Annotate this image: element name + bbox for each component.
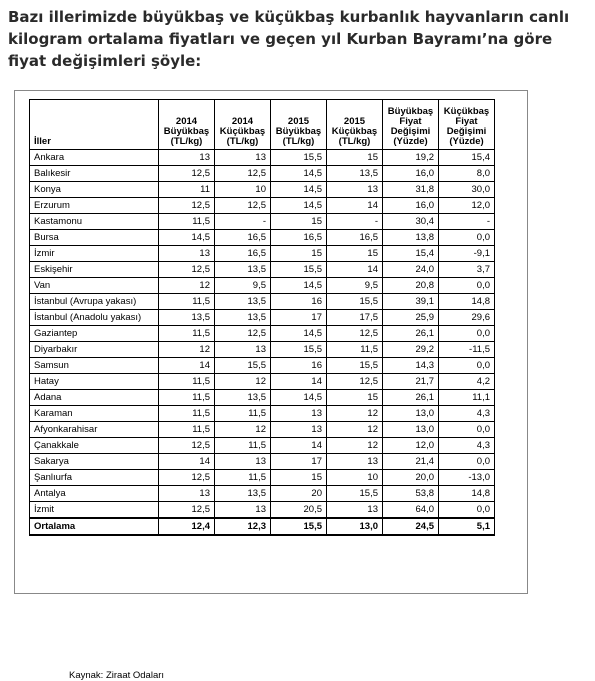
value-cell: 12,5: [159, 262, 215, 278]
value-cell: 26,1: [383, 326, 439, 342]
value-cell: 11,5: [159, 214, 215, 230]
value-cell: 12,5: [159, 470, 215, 486]
value-cell: 30,0: [439, 182, 495, 198]
value-cell: 13: [159, 150, 215, 166]
province-name: İzmir: [30, 246, 159, 262]
province-name: Ankara: [30, 150, 159, 166]
table-row: [30, 390, 495, 406]
value-cell: 13: [215, 454, 271, 470]
table-row: [30, 294, 495, 310]
value-cell: 12,0: [439, 198, 495, 214]
value-cell: -11,5: [439, 342, 495, 358]
value-cell: 29,6: [439, 310, 495, 326]
value-cell: 15: [327, 246, 383, 262]
value-cell: 14: [327, 262, 383, 278]
value-cell: 8,0: [439, 166, 495, 182]
value-cell: 24,0: [383, 262, 439, 278]
table-row: [30, 230, 495, 246]
value-cell: 64,0: [383, 502, 439, 519]
value-cell: 13,0: [383, 422, 439, 438]
value-cell: 17,5: [327, 310, 383, 326]
value-cell: 12,5: [327, 374, 383, 390]
table-row: [30, 406, 495, 422]
value-cell: 10: [215, 182, 271, 198]
province-name: İstanbul (Anadolu yakası): [30, 310, 159, 326]
value-cell: 0,0: [439, 326, 495, 342]
value-cell: 15: [271, 470, 327, 486]
value-cell: 19,2: [383, 150, 439, 166]
province-name: Afyonkarahisar: [30, 422, 159, 438]
average-cell: 12,4: [159, 518, 215, 535]
value-cell: 13: [271, 422, 327, 438]
header-2015-kucukbas: 2015 Küçükbaş (TL/kg): [327, 100, 383, 150]
table-row: [30, 454, 495, 470]
value-cell: 4,3: [439, 438, 495, 454]
header-2015-buyukbas: 2015 Büyükbaş (TL/kg): [271, 100, 327, 150]
value-cell: -: [439, 214, 495, 230]
average-cell: 15,5: [271, 518, 327, 535]
table-row: [30, 166, 495, 182]
value-cell: 20: [271, 486, 327, 502]
value-cell: 12: [159, 342, 215, 358]
value-cell: 31,8: [383, 182, 439, 198]
value-cell: 12,5: [159, 198, 215, 214]
value-cell: -9,1: [439, 246, 495, 262]
value-cell: 13: [159, 246, 215, 262]
value-cell: 0,0: [439, 454, 495, 470]
table-row: [30, 342, 495, 358]
value-cell: 15,4: [383, 246, 439, 262]
value-cell: 16,5: [271, 230, 327, 246]
value-cell: 10: [327, 470, 383, 486]
value-cell: -: [215, 214, 271, 230]
value-cell: 12: [327, 422, 383, 438]
province-name: Van: [30, 278, 159, 294]
value-cell: 13: [215, 342, 271, 358]
value-cell: 11,5: [327, 342, 383, 358]
value-cell: 13,0: [383, 406, 439, 422]
province-name: Karaman: [30, 406, 159, 422]
value-cell: 11,5: [159, 326, 215, 342]
table-row: [30, 438, 495, 454]
province-name: Balıkesir: [30, 166, 159, 182]
value-cell: -13,0: [439, 470, 495, 486]
value-cell: 14,5: [271, 198, 327, 214]
value-cell: 11,5: [159, 406, 215, 422]
table-row: [30, 326, 495, 342]
value-cell: 14,5: [271, 326, 327, 342]
average-label: Ortalama: [30, 518, 159, 535]
value-cell: 14,5: [271, 182, 327, 198]
province-name: Bursa: [30, 230, 159, 246]
value-cell: 14: [271, 374, 327, 390]
value-cell: 14,5: [271, 390, 327, 406]
value-cell: 13: [215, 150, 271, 166]
province-name: İzmit: [30, 502, 159, 519]
province-name: İstanbul (Avrupa yakası): [30, 294, 159, 310]
province-name: Gaziantep: [30, 326, 159, 342]
value-cell: 12,5: [159, 166, 215, 182]
table-row: [30, 262, 495, 278]
value-cell: 12,5: [215, 326, 271, 342]
value-cell: 15,5: [271, 262, 327, 278]
value-cell: 12,5: [159, 502, 215, 519]
value-cell: 16,0: [383, 198, 439, 214]
value-cell: 0,0: [439, 278, 495, 294]
province-name: Antalya: [30, 486, 159, 502]
value-cell: 0,0: [439, 502, 495, 519]
value-cell: 39,1: [383, 294, 439, 310]
province-name: Diyarbakır: [30, 342, 159, 358]
value-cell: 12: [159, 278, 215, 294]
header-2014-kucukbas: 2014 Küçükbaş (TL/kg): [215, 100, 271, 150]
value-cell: 29,2: [383, 342, 439, 358]
value-cell: 26,1: [383, 390, 439, 406]
value-cell: 12,5: [215, 198, 271, 214]
table-row: [30, 470, 495, 486]
value-cell: 13: [327, 182, 383, 198]
value-cell: 13,5: [215, 294, 271, 310]
value-cell: 11: [159, 182, 215, 198]
average-cell: 24,5: [383, 518, 439, 535]
province-name: Şanlıurfa: [30, 470, 159, 486]
value-cell: 11,5: [215, 406, 271, 422]
value-cell: 14,5: [271, 278, 327, 294]
value-cell: 13: [327, 454, 383, 470]
value-cell: 14,8: [439, 294, 495, 310]
value-cell: -: [327, 214, 383, 230]
table-image-frame: [14, 90, 528, 681]
value-cell: 9,5: [215, 278, 271, 294]
province-name: Kastamonu: [30, 214, 159, 230]
value-cell: 11,5: [215, 470, 271, 486]
value-cell: 21,4: [383, 454, 439, 470]
province-name: Adana: [30, 390, 159, 406]
table-row: [30, 502, 495, 519]
value-cell: 12: [327, 406, 383, 422]
value-cell: 12: [215, 374, 271, 390]
value-cell: 15,5: [271, 150, 327, 166]
value-cell: 16,5: [215, 246, 271, 262]
article-heading: Bazı illerimizde büyükbaş ve küçükbaş kurbanlık hayvanların canlı kilogram ortalama fiyatları ve geçen yıl Kurban Bayramı’na göre fiyat değişimleri şöyle:: [8, 8, 570, 70]
header-kucukbas-change: Küçükbaş Fiyat Değişimi (Yüzde): [439, 100, 495, 150]
value-cell: 13,8: [383, 230, 439, 246]
value-cell: 11,5: [215, 438, 271, 454]
value-cell: 12: [215, 422, 271, 438]
table-row-average: [30, 518, 495, 535]
value-cell: 11,5: [159, 374, 215, 390]
value-cell: 14,3: [383, 358, 439, 374]
value-cell: 14,5: [271, 166, 327, 182]
table-row: [30, 310, 495, 326]
province-name: Hatay: [30, 374, 159, 390]
province-name: Çanakkale: [30, 438, 159, 454]
value-cell: 13,5: [215, 310, 271, 326]
value-cell: 13,5: [159, 310, 215, 326]
table-row: [30, 246, 495, 262]
value-cell: 11,5: [159, 294, 215, 310]
table-row: [30, 198, 495, 214]
value-cell: 14: [327, 198, 383, 214]
value-cell: 11,5: [159, 422, 215, 438]
value-cell: 3,7: [439, 262, 495, 278]
province-name: Konya: [30, 182, 159, 198]
value-cell: 15,5: [327, 358, 383, 374]
value-cell: 14,5: [159, 230, 215, 246]
table-row: [30, 150, 495, 166]
value-cell: 17: [271, 310, 327, 326]
value-cell: 20,0: [383, 470, 439, 486]
value-cell: 0,0: [439, 358, 495, 374]
value-cell: 15: [327, 390, 383, 406]
value-cell: 13,5: [215, 262, 271, 278]
price-table: [29, 99, 495, 536]
value-cell: 12,5: [215, 166, 271, 182]
table-header-row: [30, 100, 495, 150]
average-cell: 12,3: [215, 518, 271, 535]
value-cell: 11,1: [439, 390, 495, 406]
value-cell: 15: [327, 150, 383, 166]
table-row: [30, 214, 495, 230]
value-cell: 25,9: [383, 310, 439, 326]
province-name: Samsun: [30, 358, 159, 374]
value-cell: 4,3: [439, 406, 495, 422]
value-cell: 13: [327, 502, 383, 519]
province-name: Erzurum: [30, 198, 159, 214]
table-row: [30, 358, 495, 374]
value-cell: 16: [271, 294, 327, 310]
value-cell: 16,5: [215, 230, 271, 246]
average-cell: 13,0: [327, 518, 383, 535]
value-cell: 13: [215, 502, 271, 519]
value-cell: 15: [271, 214, 327, 230]
value-cell: 13,5: [327, 166, 383, 182]
value-cell: 9,5: [327, 278, 383, 294]
province-name: Eskişehir: [30, 262, 159, 278]
value-cell: 0,0: [439, 230, 495, 246]
value-cell: 16,5: [327, 230, 383, 246]
value-cell: 0,0: [439, 422, 495, 438]
table-row: [30, 374, 495, 390]
value-cell: 15,5: [215, 358, 271, 374]
value-cell: 30,4: [383, 214, 439, 230]
source-note: Kaynak: Ziraat Odaları: [69, 670, 165, 681]
value-cell: 4,2: [439, 374, 495, 390]
value-cell: 53,8: [383, 486, 439, 502]
value-cell: 16,0: [383, 166, 439, 182]
value-cell: 12,0: [383, 438, 439, 454]
value-cell: 13,5: [215, 486, 271, 502]
value-cell: 16: [271, 358, 327, 374]
value-cell: 15: [271, 246, 327, 262]
value-cell: 15,5: [327, 294, 383, 310]
table-row: [30, 278, 495, 294]
value-cell: 14,8: [439, 486, 495, 502]
value-cell: 13: [159, 486, 215, 502]
value-cell: 12: [327, 438, 383, 454]
header-buyukbas-change: Büyükbaş Fiyat Değişimi (Yüzde): [383, 100, 439, 150]
value-cell: 17: [271, 454, 327, 470]
table-row: [30, 182, 495, 198]
value-cell: 15,5: [271, 342, 327, 358]
value-cell: 13,5: [215, 390, 271, 406]
value-cell: 15,4: [439, 150, 495, 166]
table-row: [30, 486, 495, 502]
value-cell: 21,7: [383, 374, 439, 390]
province-name: Sakarya: [30, 454, 159, 470]
value-cell: 15,5: [327, 486, 383, 502]
value-cell: 14: [159, 358, 215, 374]
value-cell: 12,5: [327, 326, 383, 342]
value-cell: 20,5: [271, 502, 327, 519]
value-cell: 20,8: [383, 278, 439, 294]
header-iller: İller: [30, 100, 159, 150]
header-2014-buyukbas: 2014 Büyükbaş (TL/kg): [159, 100, 215, 150]
average-cell: 5,1: [439, 518, 495, 535]
table-row: [30, 422, 495, 438]
value-cell: 13: [271, 406, 327, 422]
value-cell: 12,5: [159, 438, 215, 454]
value-cell: 14: [271, 438, 327, 454]
value-cell: 14: [159, 454, 215, 470]
value-cell: 11,5: [159, 390, 215, 406]
